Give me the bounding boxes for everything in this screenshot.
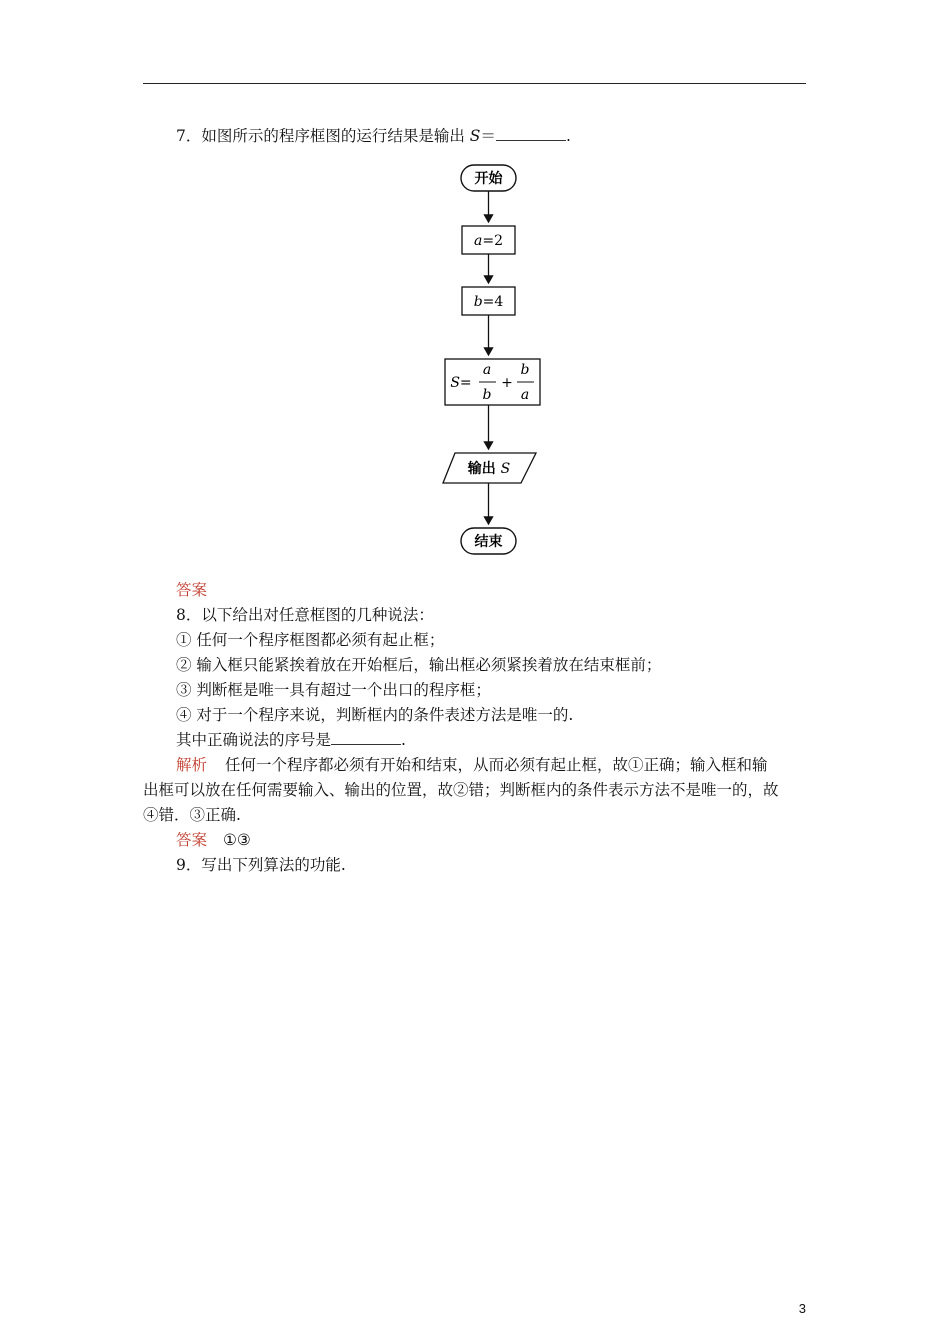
analysis-line-2: 出框可以放在任何需要输入、输出的位置，故②错；判断框内的条件表示方法不是唯一的，故 — [143, 781, 779, 799]
question-8-item-3: ③ 判断框是唯一具有超过一个出口的程序框； — [176, 681, 491, 699]
output-label: 输出 S — [467, 461, 511, 477]
process-b-label: b=4 — [473, 294, 504, 310]
frac1-num: a — [482, 362, 492, 378]
analysis-label: 解析 — [176, 756, 208, 774]
question-8-item-1: ① 任何一个程序框图都必须有起止框； — [176, 631, 445, 649]
answer-8-label: 答案 — [176, 831, 208, 849]
answer-8 — [176, 829, 251, 851]
flowchart — [0, 0, 950, 580]
frac2-den: a — [520, 387, 530, 403]
analysis-line-3: ④错．③正确. — [143, 806, 241, 824]
question-7-eq: ＝ — [480, 127, 496, 145]
question-8-prompt-text: 其中正确说法的序号是 — [176, 731, 332, 749]
question-8-stem: 8．以下给出对任意框图的几种说法： — [176, 606, 434, 624]
question-8-item-4: ④ 对于一个程序来说，判断框内的条件表述方法是唯一的. — [176, 706, 574, 724]
process-a-label: a=2 — [474, 233, 503, 249]
question-7-text: 7．如图所示的程序框图的运行结果是输出 — [176, 127, 470, 145]
end-label: 结束 — [474, 534, 503, 550]
analysis-text-1: 任何一个程序都必须有开始和结束，从而必须有起止框，故①正确；输入框和输 — [225, 756, 768, 774]
frac1-den: b — [482, 387, 492, 403]
question-7-var: S — [469, 127, 481, 145]
question-8-item-2: ② 输入框只能紧挨着放在开始框后，输出框必须紧挨着放在结束框前； — [176, 656, 662, 674]
analysis-line-1 — [176, 754, 768, 776]
answer-7-label: 答案 — [176, 581, 208, 599]
frac2-num: b — [520, 362, 530, 378]
question-8-prompt — [176, 729, 406, 751]
answer-blank — [331, 730, 401, 745]
process-s-lhs: S= — [450, 375, 472, 391]
question-7-end: . — [565, 127, 571, 145]
question-9: 9．写出下列算法的功能. — [176, 856, 346, 874]
page-number: 3 — [798, 1301, 806, 1316]
plus-sign: + — [501, 375, 513, 391]
answer-8-value: ①③ — [223, 831, 251, 849]
start-label: 开始 — [474, 171, 503, 187]
question-8-prompt-end: . — [401, 731, 406, 749]
